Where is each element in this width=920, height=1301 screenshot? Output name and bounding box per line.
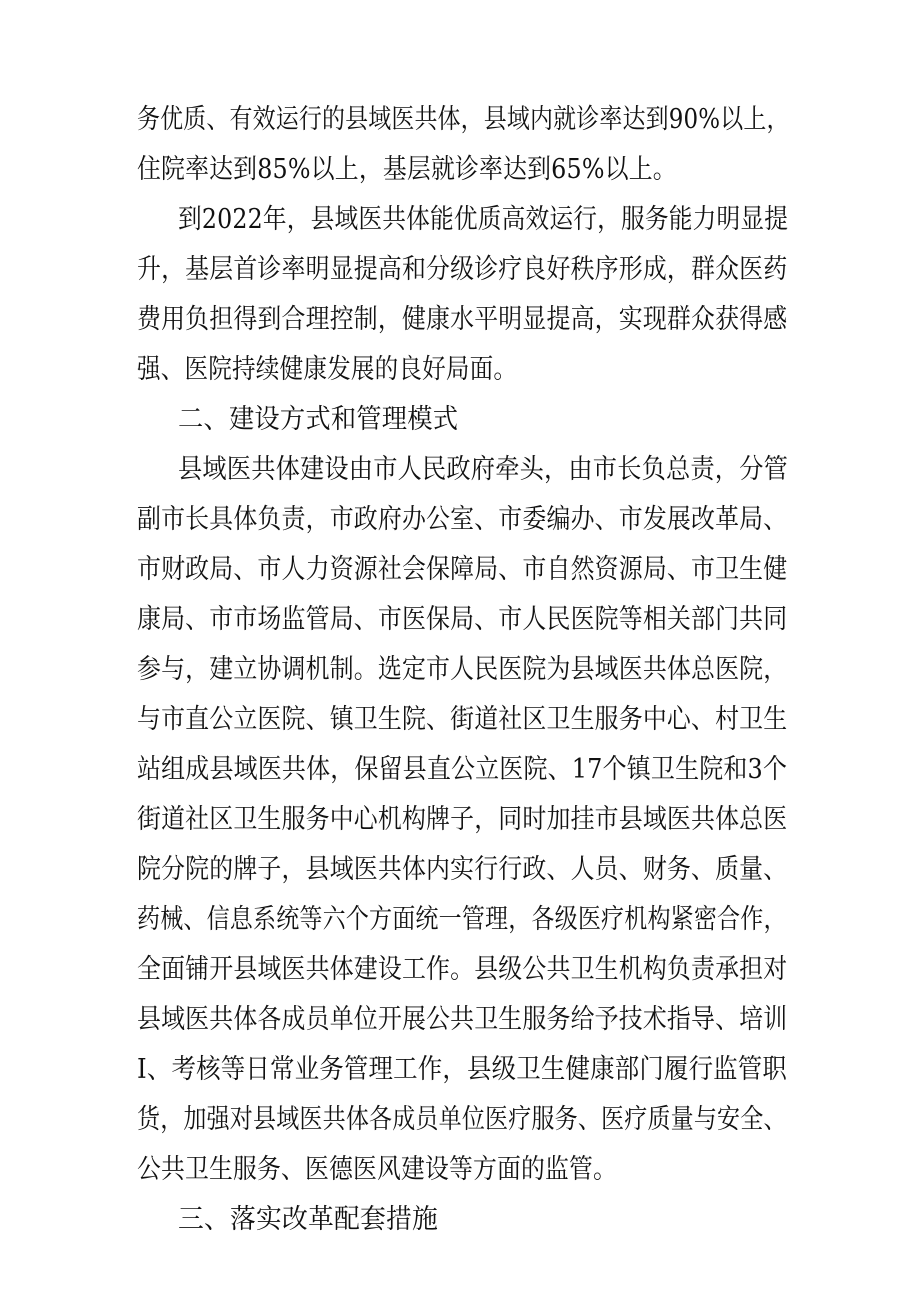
- text-line: 康局、市市场监管局、市医保局、市人民医院等相关部门共同: [137, 604, 788, 635]
- text-line: 货，加强对县域医共体各成员单位医疗服务、医疗质量与安全、: [137, 1104, 787, 1135]
- text-line: 市财政局、市人力资源社会保障局、市自然资源局、市卫生健: [137, 554, 788, 585]
- text-line: 与市直公立医院、镇卫生院、街道社区卫生服务中心、村卫生: [137, 704, 788, 735]
- text-line: 药械、信息系统等六个方面统一管理，各级医疗机构紧密合作，: [137, 904, 787, 935]
- text-line: 强、医院持续健康发展的良好局面。: [137, 354, 518, 385]
- text-line: 费用负担得到合理控制，健康水平明显提高，实现群众获得感: [137, 304, 788, 335]
- text-line: 全面铺开县域医共体建设工作。县级公共卫生机构负责承担对: [137, 954, 788, 985]
- text-line: 升，基层首诊率明显提高和分级诊疗良好秩序形成，群众医药: [137, 254, 788, 285]
- text-line: 到2022年，县域医共体能优质高效运行，服务能力明显提: [178, 204, 789, 235]
- text-line: 院分院的牌子，县域医共体内实行行政、人员、财务、质量、: [137, 854, 788, 885]
- text-line: 住院率达到85%以上，基层就诊率达到65%以上。: [137, 154, 677, 185]
- section-heading: 二、建设方式和管理模式: [178, 404, 459, 435]
- text-line: 站组成县域医共体，保留县直公立医院、17个镇卫生院和3个: [137, 754, 788, 785]
- text-line: 街道社区卫生服务中心机构牌子，同时加挂市县域医共体总医: [137, 804, 788, 835]
- text-line: I、考核等日常业务管理工作，县级卫生健康部门履行监管职: [137, 1054, 788, 1085]
- text-line: 公共卫生服务、医德医风建设等方面的监管。: [137, 1154, 617, 1185]
- text-line: 务优质、有效运行的县域医共体，县域内就诊率达到90%以上，: [137, 104, 790, 135]
- text-line: 副市长具体负责，市政府办公室、市委编办、市发展改革局、: [137, 504, 788, 535]
- text-line: 县域医共体建设由市人民政府牵头，由市长负总责，分管: [178, 454, 788, 485]
- text-line: 参与，建立协调机制。选定市人民医院为县域医共体总医院，: [137, 654, 788, 685]
- section-heading: 三、落实改革配套措施: [178, 1204, 438, 1235]
- text-line: 县域医共体各成员单位开展公共卫生服务给予技术指导、培训: [137, 1004, 788, 1035]
